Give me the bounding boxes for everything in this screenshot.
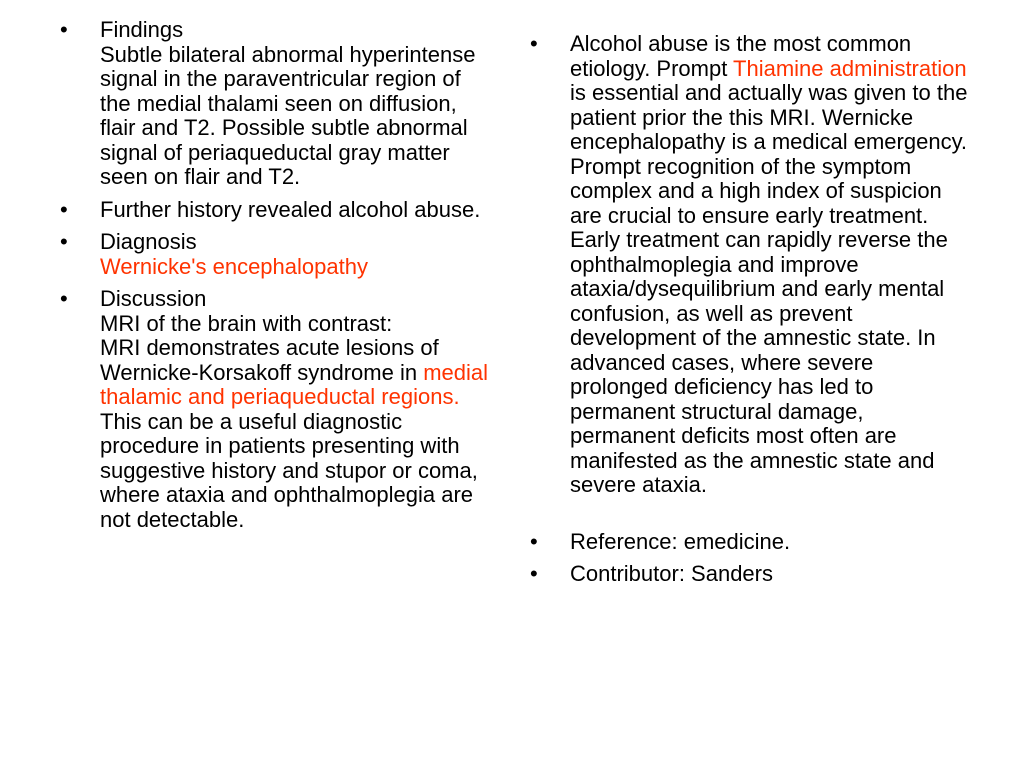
- diagnosis-heading: • Diagnosis: [100, 229, 197, 254]
- right-column: [530, 32, 970, 595]
- left-column: [60, 18, 492, 540]
- findings-item: [60, 18, 492, 190]
- discussion-item: [60, 287, 492, 532]
- discussion-heading: • Discussion: [100, 286, 207, 311]
- discussion-text-before: MRI demonstrates acute lesions of Wernicke-Korsakoff syndrome in: [100, 335, 439, 385]
- discussion-text-after: This can be a useful diagnostic procedure in patients presenting with suggestive history and stupor or coma, where ataxia and ophthalmoplegia are not detectable.: [100, 408, 478, 532]
- etiology-item: [530, 32, 970, 498]
- contributor-item: [530, 562, 970, 587]
- reference-text: Reference: emedicine.: [570, 528, 791, 554]
- reference-item: [530, 530, 970, 555]
- contributor-text: Contributor: Sanders: [570, 561, 773, 586]
- etiology-highlight: Thiamine administration: [733, 55, 967, 81]
- diagnosis-item: [60, 230, 492, 279]
- etiology-text-after: is essential and actually was given to the patient prior the this MRI. Wernicke encephalopathy is a medical emergency. Prompt recognition of the symptom complex and a high index of suspicion are crucial to ensure early treatment. Early treatment can rapidly reverse the ophthalmoplegia and improve ataxia/dysequilibrium and early mental confusion, as well as prevent development of the amnestic state. In advanced cases, where severe prolonged deficiency has led to permanent structural damage, permanent deficits most often are manifested as the amnestic state and severe ataxia.: [570, 80, 968, 497]
- discussion-intro: MRI of the brain with contrast:: [100, 310, 393, 336]
- history-item: [60, 198, 492, 223]
- findings-text: Subtle bilateral abnormal hyperintense signal in the paraventricular region of the medial thalami seen on diffusion, flair and T2. Possible subtle abnormal signal of periaqueductal gray matter seen on flair and T2.: [100, 41, 476, 189]
- diagnosis-value: Wernicke's encephalopathy: [100, 253, 368, 279]
- etiology-text-before: Alcohol abuse is the most common etiology. Prompt: [570, 31, 912, 81]
- findings-heading: • Findings: [100, 17, 184, 42]
- history-text: Further history revealed alcohol abuse.: [100, 196, 481, 222]
- discussion-highlight: medial thalamic and periaqueductal regions.: [100, 359, 489, 409]
